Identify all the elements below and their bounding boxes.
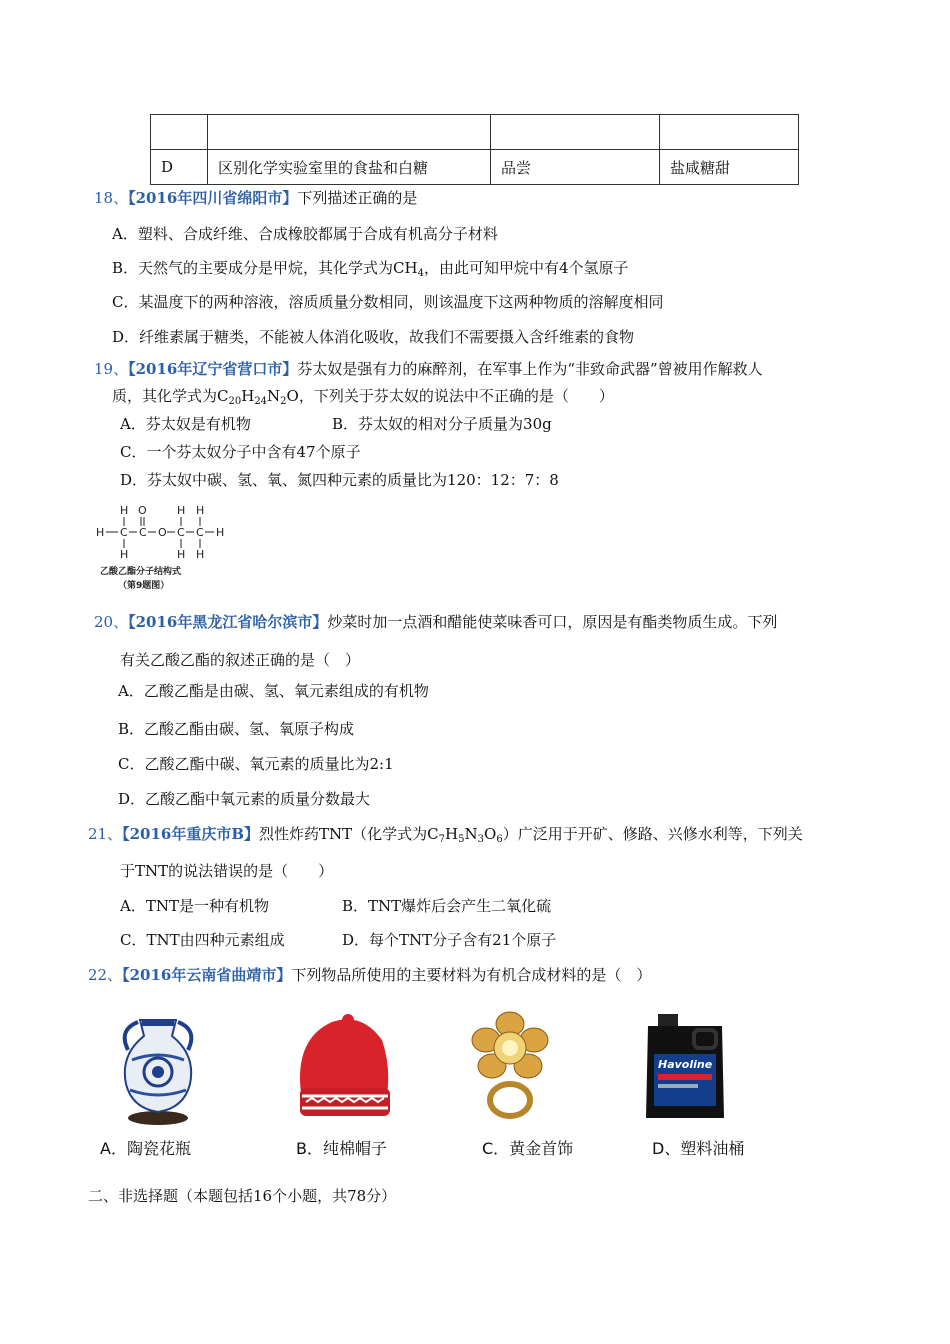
svg-text:H: H [120, 548, 129, 561]
table-cell [660, 115, 799, 150]
question-number: 20、 [94, 613, 129, 631]
question-number: 22、 [88, 966, 123, 984]
section-heading: 二、非选择题（本题包括16个小题，共78分） [88, 1187, 397, 1205]
option-a: A．芬太奴是有机物 [120, 415, 251, 433]
question-text: 芬太奴是强有力的麻醉剂，在军事上作为“非致命武器”曾被用作解救人 [297, 360, 763, 378]
option-d: D．每个TNT分子含有21个原子 [342, 931, 557, 949]
question-source: 【2016年云南省曲靖市】 [122, 966, 292, 984]
option-a: A．塑料、合成纤维、合成橡胶都属于合成有机高分子材料 [112, 225, 498, 243]
table-cell [491, 115, 660, 150]
answer-table [150, 114, 799, 185]
structure-caption: 乙酸乙酯分子结构式 [100, 567, 182, 577]
oil-brand-label: Havoline [658, 1058, 713, 1071]
svg-text:C: C [196, 526, 204, 539]
option-c: C．TNT由四种元素组成 [120, 931, 285, 949]
question-18-stem [94, 188, 417, 208]
question-20-stem [94, 612, 777, 632]
svg-text:O: O [158, 526, 167, 539]
svg-text:H: H [216, 526, 225, 539]
image-caption-b: B．纯棉帽子 [296, 1139, 387, 1158]
question-number: 19、 [94, 360, 129, 378]
svg-text:C: C [120, 526, 128, 539]
image-caption-d: D、塑料油桶 [652, 1139, 745, 1158]
porcelain-vase-image [98, 1000, 238, 1130]
question-20-stem-cont: 有关乙酸乙酯的叙述正确的是（ ） [120, 651, 361, 669]
cotton-hat-image [282, 1000, 422, 1130]
image-caption-c: C．黄金首饰 [482, 1139, 574, 1158]
option-a: A．乙酸乙酯是由碳、氢、氧元素组成的有机物 [118, 682, 429, 700]
option-b: B．天然气的主要成分是甲烷，其化学式为$CH_4$，由此可知甲烷中有4个氢原子 [112, 259, 629, 279]
question-source: 【2016年四川省绵阳市】 [128, 189, 298, 207]
option-d: D．乙酸乙酯中氧元素的质量分数最大 [118, 790, 371, 808]
option-b: B．乙酸乙酯由碳、氢、氧原子构成 [118, 720, 355, 738]
table-cell: 区别化学实验室里的食盐和白糖 [208, 150, 491, 185]
question-number: 18、 [94, 189, 129, 207]
question-source: 【2016年辽宁省营口市】 [128, 360, 298, 378]
plastic-oil-barrel-image [628, 1000, 768, 1130]
svg-text:H: H [196, 548, 205, 561]
ethyl-acetate-structure-figure [96, 502, 236, 594]
table-cell: 品尝 [491, 150, 660, 185]
option-a: A．TNT是一种有机物 [120, 897, 269, 915]
table-cell [208, 115, 491, 150]
svg-text:C: C [139, 526, 147, 539]
svg-text:H: H [177, 548, 186, 561]
question-number: 21、 [88, 825, 123, 843]
question-text: 下列物品所使用的主要材料为有机合成材料的是（ ） [291, 966, 652, 984]
question-text: 下列描述正确的是 [297, 189, 418, 207]
gold-jewelry-image [452, 1000, 592, 1130]
option-c: C．某温度下的两种溶液，溶质质量分数相同，则该温度下这两种物质的溶解度相同 [112, 293, 664, 311]
option-b: B．芬太奴的相对分子质量为30g [332, 415, 552, 433]
image-caption-a: A．陶瓷花瓶 [100, 1139, 191, 1158]
option-b: B．TNT爆炸后会产生二氧化硫 [342, 897, 552, 915]
question-source: 【2016年重庆市B】 [122, 825, 260, 843]
svg-text:O: O [138, 504, 147, 517]
table-cell [151, 115, 208, 150]
table-row [151, 150, 799, 185]
question-21-stem: 21、【2016年重庆市B】烈性炸药TNT（化学式为$C_7H_5N_3O_6$）广泛用于开矿、修路、兴修水利等，下列关 [88, 825, 803, 845]
svg-text:H: H [177, 504, 186, 517]
option-c: C．一个芬太奴分子中含有47个原子 [120, 443, 361, 461]
question-19-stem [94, 359, 763, 379]
svg-text:H: H [120, 504, 129, 517]
svg-text:H: H [96, 526, 105, 539]
figure-label: （第9题图） [118, 581, 170, 591]
svg-text:C: C [177, 526, 185, 539]
table-cell: D [151, 150, 208, 185]
table-row [151, 115, 799, 150]
question-21-stem-cont: 于TNT的说法错误的是（ ） [120, 862, 334, 880]
option-d: D．纤维素属于糖类，不能被人体消化吸收，故我们不需要摄入含纤维素的食物 [112, 328, 635, 346]
question-source: 【2016年黑龙江省哈尔滨市】 [128, 613, 328, 631]
question-19-stem-cont: 质，其化学式为$C_{20}H_{24}N_2O$，下列关于芬太奴的说法中不正确的是（ ） [112, 387, 614, 407]
table-cell: 盐咸糖甜 [660, 150, 799, 185]
question-22-stem [88, 965, 651, 985]
option-c: C．乙酸乙酯中碳、氧元素的质量比为2:1 [118, 755, 394, 773]
question-text: 炒菜时加一点酒和醋能使菜味香可口，原因是有酯类物质生成。下列 [327, 613, 778, 631]
option-d: D．芬太奴中碳、氢、氧、氮四种元素的质量比为120：12：7：8 [120, 471, 559, 489]
svg-text:H: H [196, 504, 205, 517]
